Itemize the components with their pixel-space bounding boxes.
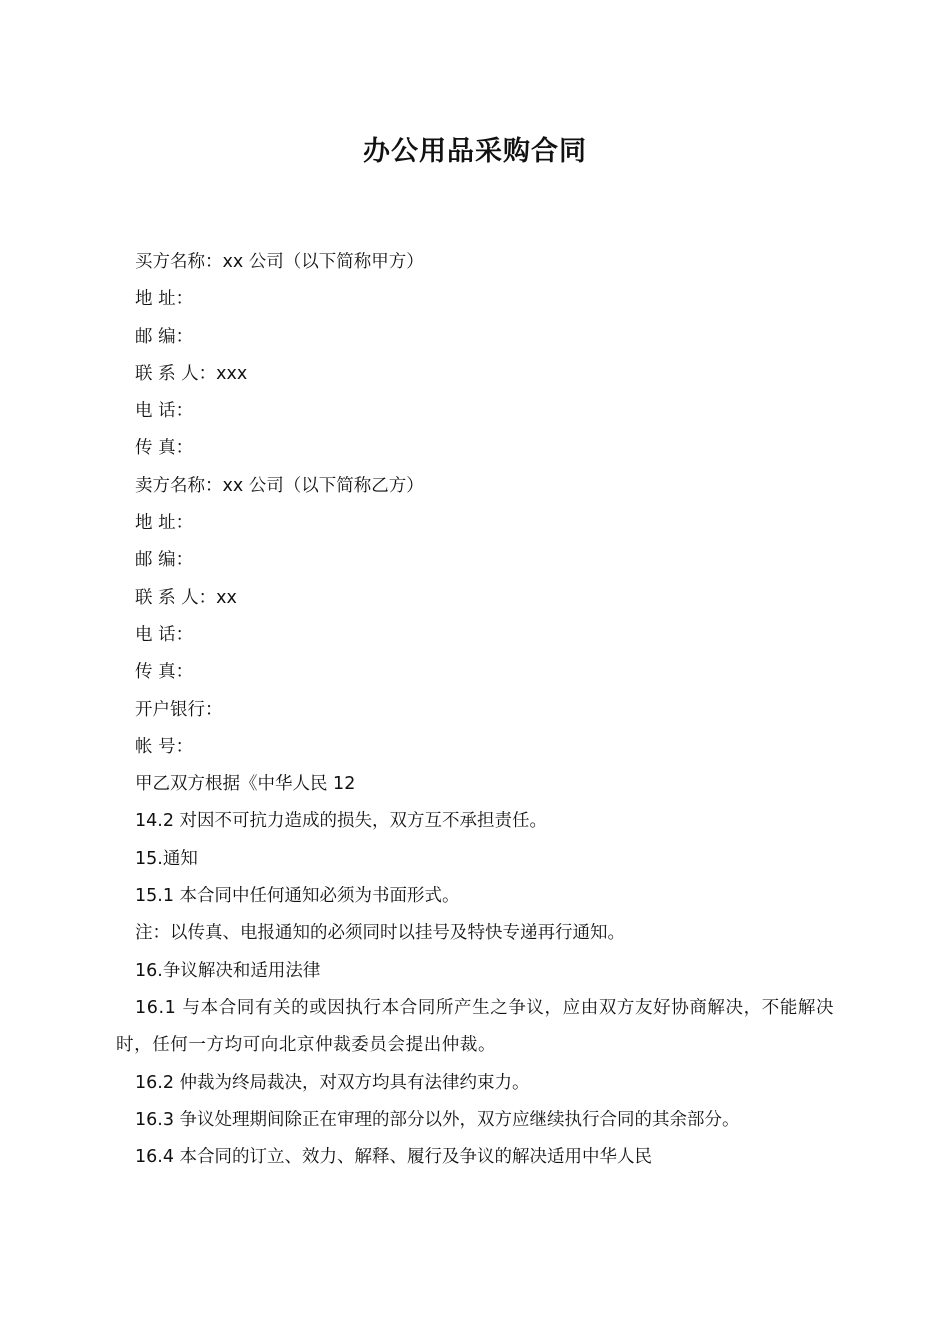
- buyer-fax-line: 传 真：: [135, 438, 194, 459]
- clause-16-2: 16.2 仲裁为终局裁决，对双方均具有法律约束力。: [135, 1072, 530, 1093]
- clause-16-1: 16.1 与本合同有关的或因执行本合同所产生之争议，应由双方友好协商解决，不能解决时，任何一方均可向北京仲裁委员会提出仲裁。: [116, 997, 835, 1056]
- section-16-heading: 16.争议解决和适用法律: [135, 960, 321, 981]
- seller-postcode-line: 邮 编：: [135, 550, 194, 571]
- document-body: [116, 244, 840, 1176]
- clause-16-4: 16.4 本合同的订立、效力、解释、履行及争议的解决适用中华人民: [135, 1147, 653, 1168]
- clause-14-2: 14.2 对因不可抗力造成的损失，双方互不承担责任。: [135, 811, 548, 832]
- document-title: 办公用品采购合同: [363, 136, 587, 167]
- seller-address-line: 地 址：: [135, 513, 194, 534]
- buyer-contact-line: 联 系 人：xxx: [135, 363, 248, 384]
- seller-bank-line: 开户银行：: [135, 699, 223, 720]
- preamble-line: 甲乙双方根据《中华人民 12: [135, 774, 356, 795]
- clause-16-3: 16.3 争议处理期间除正在审理的部分以外，双方应继续执行合同的其余部分。: [135, 1109, 740, 1130]
- seller-name-line: 卖方名称：xx 公司（以下简称乙方）: [135, 475, 424, 496]
- seller-fax-line: 传 真：: [135, 662, 194, 683]
- clause-15-1: 15.1 本合同中任何通知必须为书面形式。: [135, 886, 460, 907]
- buyer-postcode-line: 邮 编：: [135, 326, 194, 347]
- seller-contact-line: 联 系 人：xx: [135, 587, 237, 608]
- section-15-heading: 15.通知: [135, 848, 198, 869]
- seller-phone-line: 电 话：: [135, 624, 194, 645]
- clause-15-note: 注：以传真、电报通知的必须同时以挂号及特快专递再行通知。: [135, 923, 625, 944]
- seller-account-line: 帐 号：: [135, 736, 194, 757]
- buyer-phone-line: 电 话：: [135, 401, 194, 422]
- buyer-name-line: 买方名称：xx 公司（以下简称甲方）: [135, 252, 424, 272]
- buyer-address-line: 地 址：: [135, 289, 194, 310]
